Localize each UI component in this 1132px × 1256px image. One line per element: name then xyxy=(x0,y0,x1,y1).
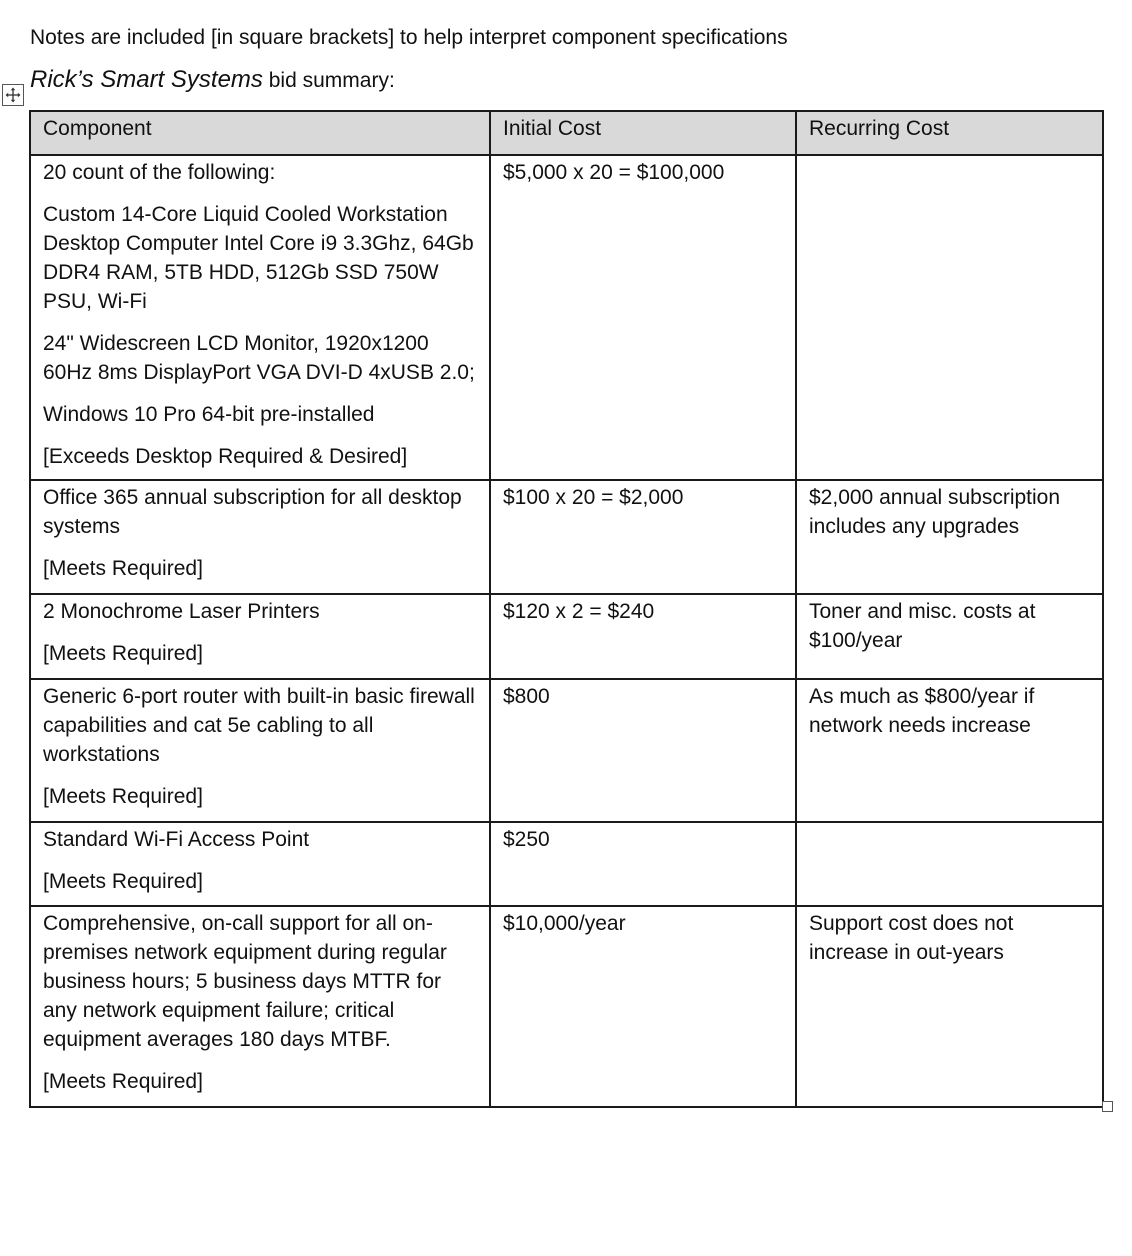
component-text: Standard Wi-Fi Access Point xyxy=(43,828,310,851)
component-text: Windows 10 Pro 64-bit pre-installed xyxy=(43,403,375,426)
initial-cost-cell: $800 xyxy=(490,679,796,822)
component-cell xyxy=(30,906,490,1107)
requirement-note: [Exceeds Desktop Required & Desired] xyxy=(43,445,408,468)
move-arrows-icon xyxy=(5,87,21,103)
initial-cost-cell: $5,000 x 20 = $100,000 xyxy=(490,155,796,480)
table-row-router xyxy=(30,679,1103,822)
component-text: Generic 6-port router with built-in basic firewall capabilities and cat 5e cabling to all workstations xyxy=(43,685,475,766)
recurring-cost-cell: As much as $800/year if network needs increase xyxy=(796,679,1103,822)
requirement-note: [Meets Required] xyxy=(43,870,203,893)
initial-cost-cell: $250 xyxy=(490,822,796,906)
header-initial-cost: Initial Cost xyxy=(490,111,796,155)
requirement-note: [Meets Required] xyxy=(43,1070,203,1093)
component-cell xyxy=(30,822,490,906)
component-cell xyxy=(30,594,490,679)
bid-summary-heading xyxy=(30,64,395,97)
component-text: Comprehensive, on-call support for all on-premises network equipment during regular business hours; 5 business days MTTR for any network equipment failure; critical equipment averages 180 days MTBF. xyxy=(43,912,447,1051)
table-header-row xyxy=(30,111,1103,155)
component-text: Office 365 annual subscription for all desktop systems xyxy=(43,486,462,538)
component-text: Custom 14-Core Liquid Cooled Workstation Desktop Computer Intel Core i9 3.3Ghz, 64Gb DDR4 RAM, 5TB HDD, 512Gb SSD 750W PSU, Wi-Fi xyxy=(43,203,474,313)
company-name: Rick’s Smart Systems xyxy=(30,66,263,93)
table-move-handle-icon[interactable] xyxy=(2,84,24,106)
table-row-printers xyxy=(30,594,1103,679)
component-text: 20 count of the following: xyxy=(43,161,276,184)
recurring-cost-cell: Toner and misc. costs at $100/year xyxy=(796,594,1103,679)
header-recurring-cost: Recurring Cost xyxy=(796,111,1103,155)
component-cell xyxy=(30,679,490,822)
initial-cost-cell: $100 x 20 = $2,000 xyxy=(490,480,796,594)
requirement-note: [Meets Required] xyxy=(43,557,203,580)
recurring-cost-cell: $2,000 annual subscription includes any upgrades xyxy=(796,480,1103,594)
table-row-access-point xyxy=(30,822,1103,906)
component-text: 24" Widescreen LCD Monitor, 1920x1200 60Hz 8ms DisplayPort VGA DVI-D 4xUSB 2.0; xyxy=(43,332,475,384)
component-cell xyxy=(30,480,490,594)
recurring-cost-cell xyxy=(796,822,1103,906)
component-cell xyxy=(30,155,490,480)
header-component: Component xyxy=(30,111,490,155)
heading-suffix: bid summary: xyxy=(262,69,395,92)
table-row-office365 xyxy=(30,480,1103,594)
bid-summary-table xyxy=(29,110,1104,1108)
table-row-support xyxy=(30,906,1103,1107)
recurring-cost-cell xyxy=(796,155,1103,480)
requirement-note: [Meets Required] xyxy=(43,785,203,808)
component-text: 2 Monochrome Laser Printers xyxy=(43,600,320,623)
table-resize-handle[interactable] xyxy=(1102,1101,1113,1112)
notes-paragraph: Notes are included [in square brackets] to help interpret component specifications xyxy=(30,26,788,49)
table-row-workstations xyxy=(30,155,1103,480)
requirement-note: [Meets Required] xyxy=(43,642,203,665)
recurring-cost-cell: Support cost does not increase in out-years xyxy=(796,906,1103,1107)
initial-cost-cell: $120 x 2 = $240 xyxy=(490,594,796,679)
initial-cost-cell: $10,000/year xyxy=(490,906,796,1107)
